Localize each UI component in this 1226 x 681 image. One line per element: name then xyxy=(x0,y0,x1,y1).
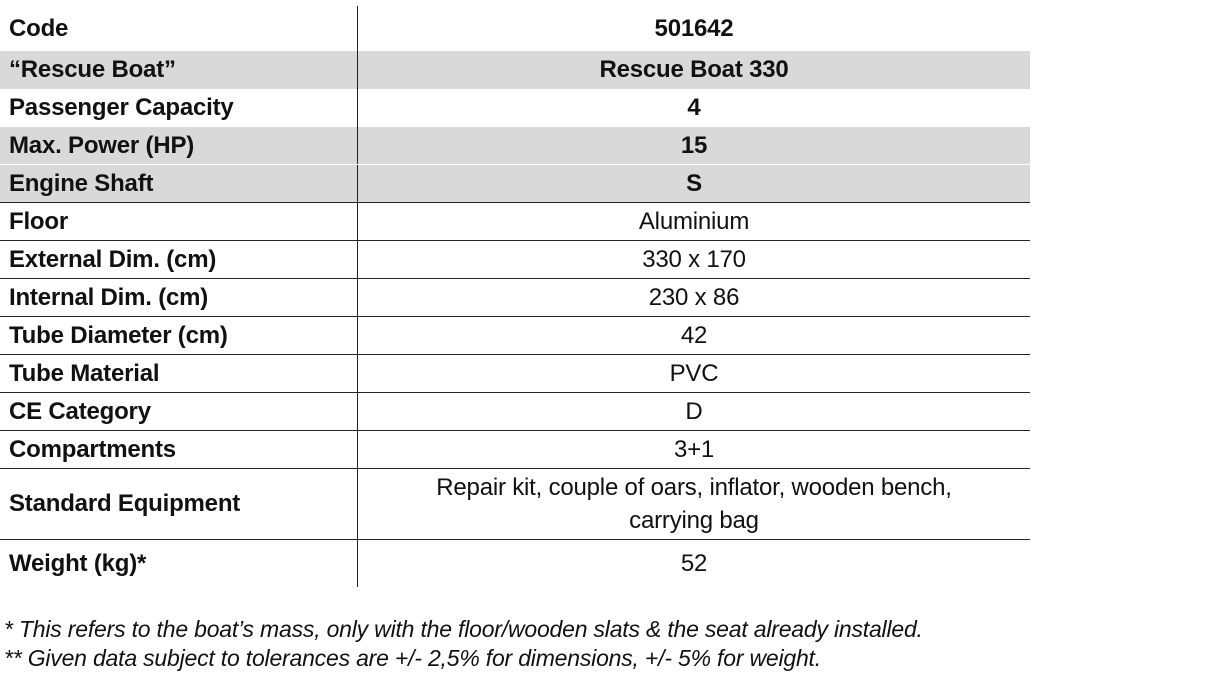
row-label: Compartments xyxy=(0,431,358,468)
row-value: 52 xyxy=(680,549,708,577)
row-value: PVC xyxy=(669,359,719,387)
row-value xyxy=(358,469,1030,539)
table-row-engine-shaft xyxy=(0,165,1030,203)
table-row-tube-material xyxy=(0,355,1030,393)
row-label: Weight (kg)* xyxy=(0,540,358,587)
table-row-passenger-capacity xyxy=(0,89,1030,127)
row-label: CE Category xyxy=(0,393,358,430)
table-row-tube-diameter xyxy=(0,317,1030,355)
table-row-weight xyxy=(0,540,1030,587)
row-value-line: Repair kit, couple of oars, inflator, wooden bench, xyxy=(436,474,952,501)
row-label: Tube Diameter (cm) xyxy=(0,317,358,354)
row-value: Aluminium xyxy=(638,207,750,235)
table-row-rescue-boat xyxy=(0,51,1030,89)
row-value: Rescue Boat 330 xyxy=(599,56,789,83)
table-row-max-power xyxy=(0,127,1030,165)
row-label: Passenger Capacity xyxy=(0,89,358,127)
footnote-mass: * This refers to the boat’s mass, only with the floor/wooden slats & the seat already installed. xyxy=(4,616,923,642)
row-value: 15 xyxy=(680,131,708,159)
row-value: 42 xyxy=(680,321,708,349)
row-value: 501642 xyxy=(654,14,734,42)
table-row-external-dim xyxy=(0,241,1030,279)
table-row-ce-category xyxy=(0,393,1030,431)
row-label: Max. Power (HP) xyxy=(0,127,358,164)
row-label: Internal Dim. (cm) xyxy=(0,279,358,316)
table-row-internal-dim xyxy=(0,279,1030,317)
row-value-line: carrying bag xyxy=(629,507,759,534)
row-label: Code xyxy=(0,6,358,51)
footnote-tolerances: ** Given data subject to tolerances are +/- 2,5% for dimensions, +/- 5% for weight. xyxy=(4,645,821,671)
row-label: Standard Equipment xyxy=(0,469,358,539)
row-value: D xyxy=(685,397,703,425)
row-label: External Dim. (cm) xyxy=(0,241,358,278)
row-value: 330 x 170 xyxy=(642,245,746,273)
table-row-standard-equipment xyxy=(0,469,1030,540)
row-label: Floor xyxy=(0,203,358,240)
row-value: S xyxy=(686,169,702,197)
spec-table xyxy=(0,6,1030,587)
table-row-compartments xyxy=(0,431,1030,469)
row-label: Tube Material xyxy=(0,355,358,392)
row-label: “Rescue Boat” xyxy=(0,51,358,89)
row-value: 4 xyxy=(687,94,701,121)
row-value: 3+1 xyxy=(673,435,715,463)
row-value: 230 x 86 xyxy=(648,283,740,311)
row-label: Engine Shaft xyxy=(0,165,358,202)
table-row-floor xyxy=(0,203,1030,241)
table-row-code xyxy=(0,6,1030,51)
